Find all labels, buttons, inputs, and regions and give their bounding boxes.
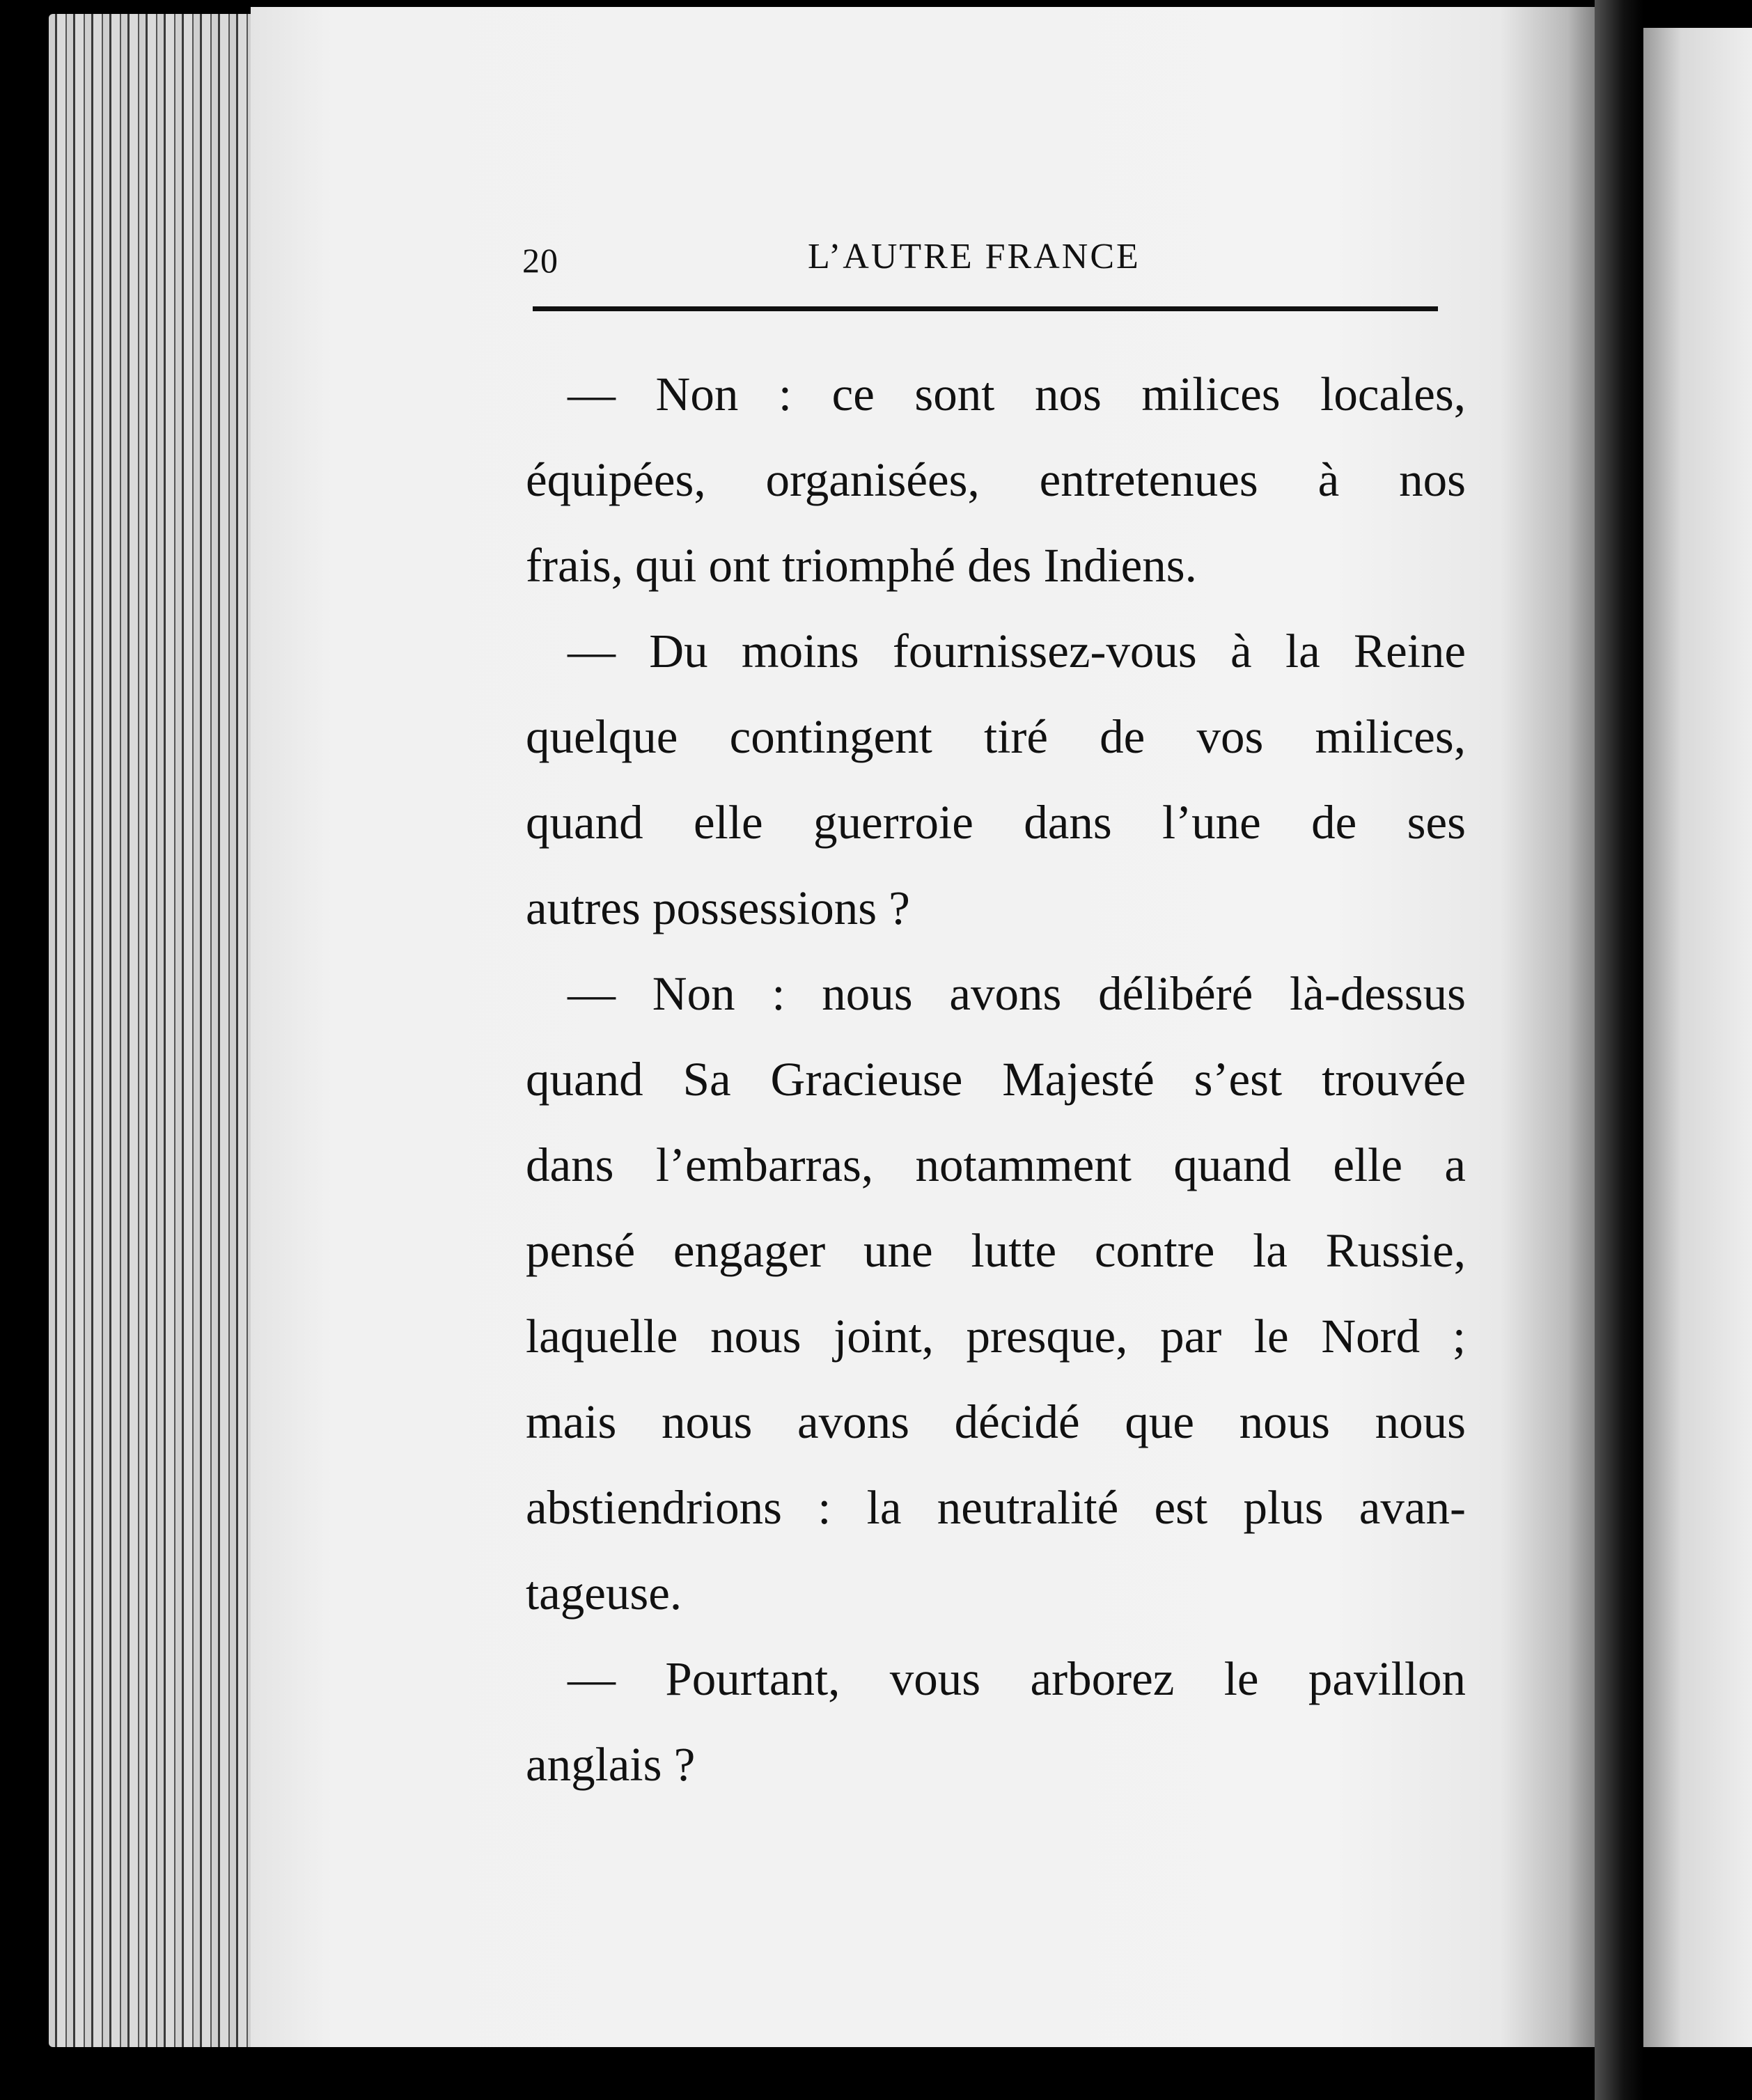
text-line: tageuse.	[526, 1567, 682, 1620]
text-line: — Non : nous avons délibéré là-dessus	[568, 967, 1466, 1020]
header-rule	[533, 306, 1438, 311]
book-gutter-shadow	[1595, 0, 1643, 2100]
text-line: laquelle nous joint, presque, par le Nord ;	[526, 1310, 1466, 1363]
text-line: quand Sa Gracieuse Majesté s’est trouvée	[526, 1053, 1466, 1106]
facing-page-edge	[1643, 28, 1752, 2047]
text-line: anglais ?	[526, 1738, 696, 1791]
running-head	[522, 233, 1441, 289]
text-line: — Du moins fournissez-vous à la Reine	[568, 625, 1466, 677]
page-number: 20	[522, 241, 558, 280]
text-line: — Non : ce sont nos milices locales,	[568, 368, 1466, 421]
text-line: équipées, organisées, entretenues à nos	[526, 453, 1466, 506]
text-line: autres possessions ?	[526, 881, 910, 934]
text-line: pensé engager une lutte contre la Russie,	[526, 1224, 1466, 1277]
text-line: — Pourtant, vous arborez le pavillon	[568, 1652, 1466, 1705]
text-line: quand elle guerroie dans l’une de ses	[526, 796, 1466, 849]
running-title: L’AUTRE FRANCE	[808, 237, 1141, 276]
text-line: dans l’embarras, notamment quand elle a	[526, 1138, 1466, 1191]
text-line: frais, qui ont triomphé des Indiens.	[526, 539, 1197, 592]
text-line: quelque contingent tiré de vos milices,	[526, 710, 1466, 763]
text-line: mais nous avons décidé que nous nous	[526, 1395, 1466, 1448]
text-line: abstiendrions : la neutralité est plus avan-	[526, 1481, 1466, 1534]
body-text	[526, 352, 1466, 1808]
stacked-page-edges	[49, 14, 279, 2047]
